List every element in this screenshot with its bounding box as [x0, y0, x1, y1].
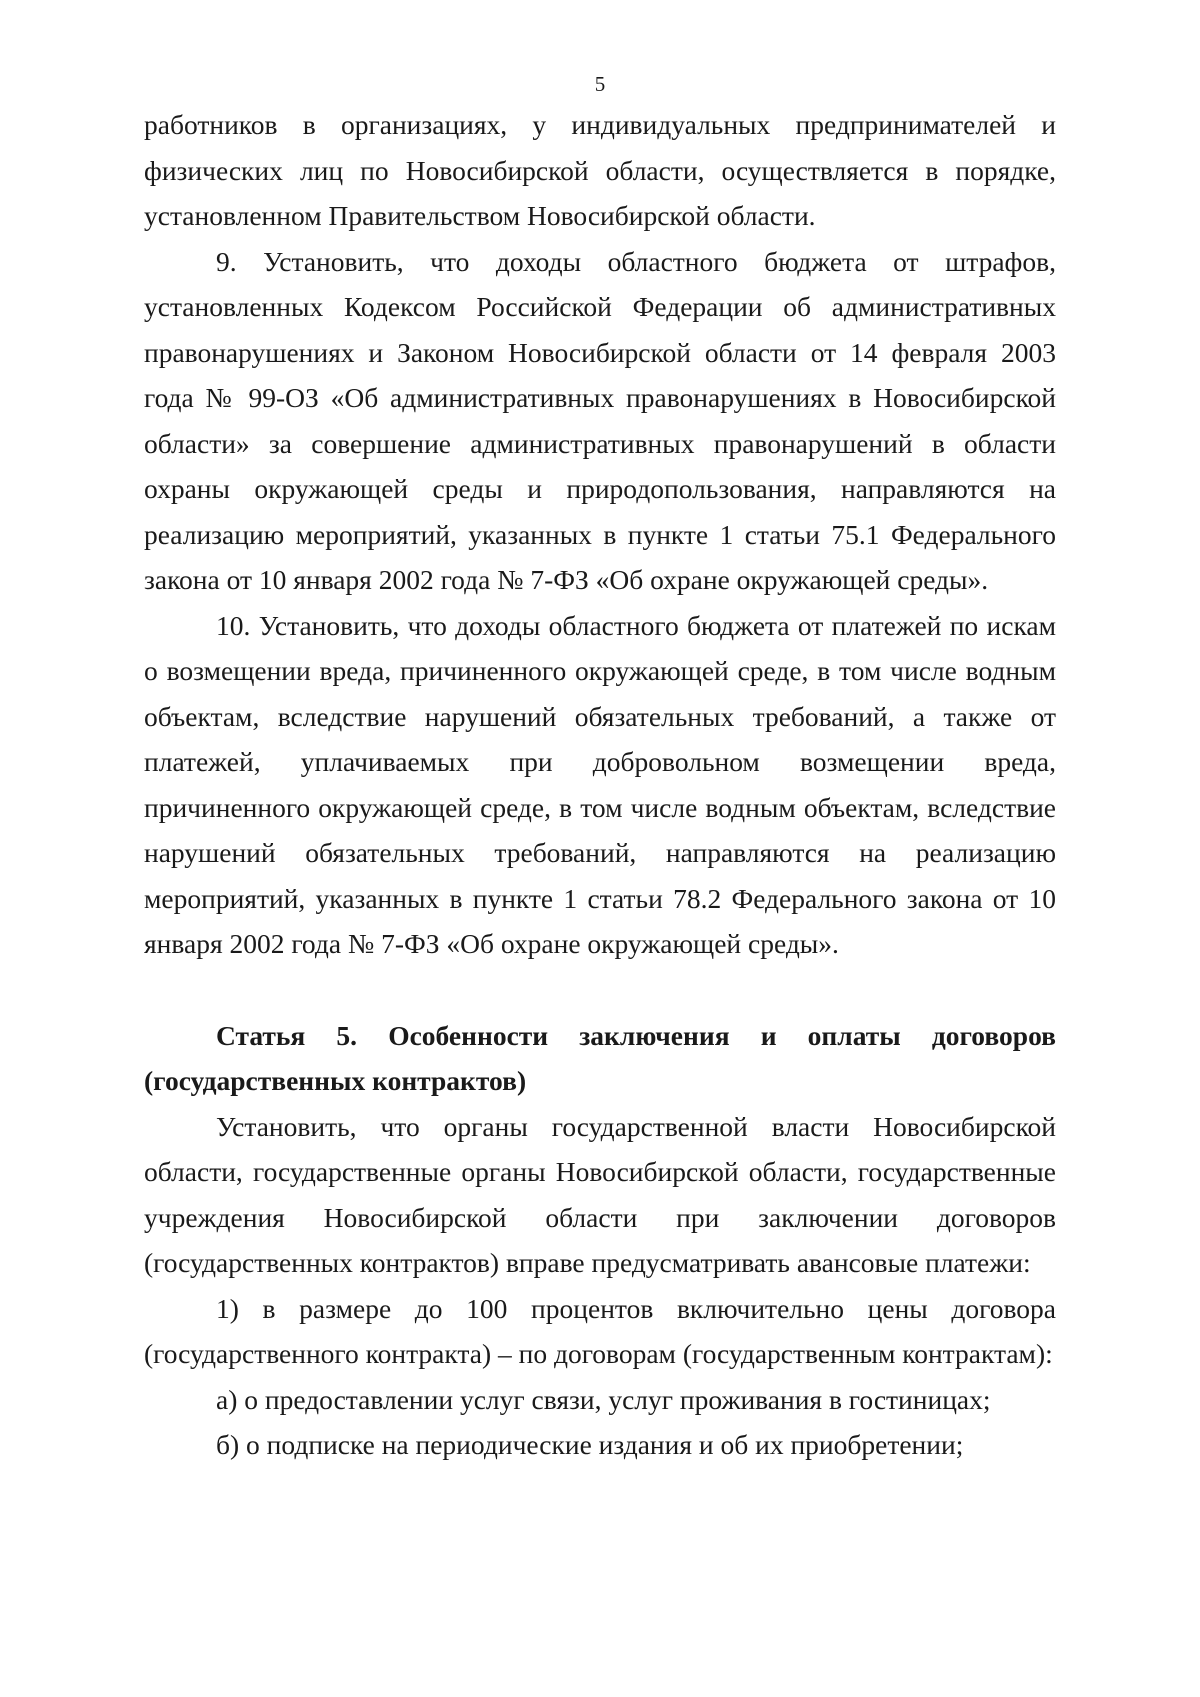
list-item-b: б) о подписке на периодические издания и об их приобретении;	[216, 1429, 964, 1460]
paragraph-9: 9. Установить, что доходы областного бюджета от штрафов, установленных Кодексом Российской Федерации об административных правонарушениях и Законом Новосибирской области от 14 февраля 2003 года № 99-ОЗ «Об административных правонарушениях в Новосибирской области» за совершение административных правонарушений в области охраны окружающей среды и природопользования, направляются на реализацию мероприятий, указанных в пункте 1 статьи 75.1 Федерального закона от 10 января 2002 года № 7-ФЗ «Об охране окружающей среды».	[144, 245, 1056, 595]
list-item-a: а) о предоставлении услуг связи, услуг проживания в гостиницах;	[216, 1383, 991, 1415]
paragraph-continuation: работников в организациях, у индивидуальных предпринимателей и физических лиц по Новосибирской области, осуществляется в порядке, установленном Правительством Новосибирской области.	[144, 109, 1056, 231]
article-5-heading: Статья 5. Особенности заключения и оплаты договоров (государственных контрактов)	[144, 1019, 1056, 1096]
document-body	[144, 102, 1056, 1468]
paragraph-10: 10. Установить, что доходы областного бюджета от платежей по искам о возмещении вреда, причиненного окружающей среде, в том числе водным объектам, вследствие нарушений обязательных требований, а также от платежей, уплачиваемых при добровольном возмещении вреда, причиненного окружающей среде, в том числе водным объектам, вследствие нарушений обязательных требований, направляются на реализацию мероприятий, указанных в пункте 1 статьи 78.2 Федерального закона от 10 января 2002 года № 7-ФЗ «Об охране окружающей среды».	[144, 609, 1056, 959]
page-number: 5	[594, 72, 606, 96]
article-5-intro: Установить, что органы государственной власти Новосибирской области, государственные органы Новосибирской области, государственные учреждения Новосибирской области при заключении договоров (государственных контрактов) вправе предусматривать авансовые платежи:	[144, 1110, 1056, 1278]
list-item-1: 1) в размере до 100 процентов включительно цены договора (государственного контракта) – по договорам (государственным контрактам):	[144, 1292, 1056, 1369]
